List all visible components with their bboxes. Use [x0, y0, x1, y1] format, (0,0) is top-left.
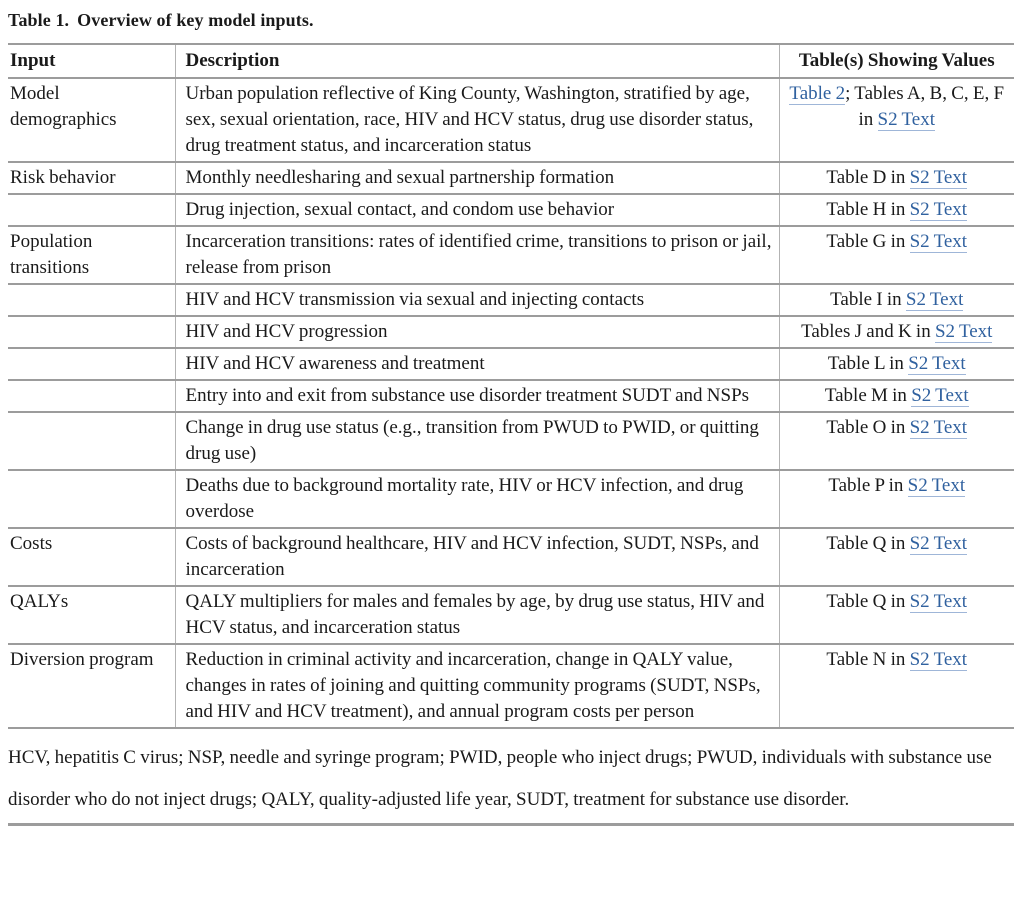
- tables-cell: [779, 412, 1014, 470]
- description-cell: HIV and HCV progression: [175, 316, 779, 348]
- table-row: [8, 380, 1014, 412]
- description-cell: Deaths due to background mortality rate, HIV or HCV infection, and drug overdose: [175, 470, 779, 528]
- tables-cell: [779, 528, 1014, 586]
- input-cell: QALYs: [8, 586, 175, 644]
- tables-cell: [779, 194, 1014, 226]
- table-row: [8, 528, 1014, 586]
- table-row: [8, 470, 1014, 528]
- tables-cell: [779, 644, 1014, 728]
- tables-cell: [779, 586, 1014, 644]
- tables-cell: [779, 348, 1014, 380]
- table-row: [8, 284, 1014, 316]
- table-row: [8, 78, 1014, 162]
- description-cell: Reduction in criminal activity and incarceration, change in QALY value, changes in rates of joining and quitting community programs (SUDT, NSPs, and HIV and HCV treatment), and annual program costs per person: [175, 644, 779, 728]
- description-cell: Entry into and exit from substance use disorder treatment SUDT and NSPs: [175, 380, 779, 412]
- description-cell: Drug injection, sexual contact, and condom use behavior: [175, 194, 779, 226]
- table-caption: Overview of key model inputs.: [77, 10, 314, 30]
- s2-text-link[interactable]: S2 Text: [909, 167, 968, 188]
- input-cell: Costs: [8, 528, 175, 586]
- s2-text-link[interactable]: S2 Text: [934, 321, 993, 342]
- bottom-rule: [8, 823, 1014, 826]
- tables-cell: [779, 316, 1014, 348]
- input-cell: [8, 348, 175, 380]
- tables-cell-text: Table N in: [826, 649, 910, 670]
- header-row: [8, 44, 1014, 78]
- tables-cell: [779, 380, 1014, 412]
- s2-text-link[interactable]: S2 Text: [909, 533, 968, 554]
- table-row: [8, 162, 1014, 194]
- tables-cell-text: Table H in: [826, 199, 910, 220]
- description-cell: Urban population reflective of King County, Washington, stratified by age, sex, sexual orientation, race, HIV and HCV status, drug use disorder status, drug treatment status, and incarceration status: [175, 78, 779, 162]
- tables-cell: [779, 162, 1014, 194]
- col-header-description: Description: [175, 44, 779, 78]
- s2-text-link[interactable]: S2 Text: [907, 475, 966, 496]
- table-number: Table 1.: [8, 10, 70, 30]
- table-row: [8, 348, 1014, 380]
- col-header-tables: Table(s) Showing Values: [779, 44, 1014, 78]
- input-cell: Diversion program: [8, 644, 175, 728]
- tables-cell: [779, 284, 1014, 316]
- input-cell: [8, 380, 175, 412]
- input-cell: Population transitions: [8, 226, 175, 284]
- table-row: [8, 644, 1014, 728]
- description-cell: Incarceration transitions: rates of identified crime, transitions to prison or jail, release from prison: [175, 226, 779, 284]
- tables-cell: [779, 78, 1014, 162]
- tables-cell-text: Table G in: [826, 231, 910, 252]
- tables-cell-text: Table D in: [826, 167, 910, 188]
- description-cell: HIV and HCV transmission via sexual and injecting contacts: [175, 284, 779, 316]
- s2-text-link[interactable]: S2 Text: [909, 649, 968, 670]
- input-cell: [8, 470, 175, 528]
- tables-cell-text: Tables J and K in: [801, 321, 935, 342]
- tables-cell-text: Table Q in: [826, 533, 910, 554]
- s2-text-link[interactable]: S2 Text: [908, 353, 966, 374]
- tables-cell-text: Table P in: [828, 475, 908, 496]
- tables-cell-text: Table M in: [824, 385, 912, 406]
- tables-cell-text: Table O in: [826, 417, 910, 438]
- description-cell: Change in drug use status (e.g., transition from PWUD to PWID, or quitting drug use): [175, 412, 779, 470]
- input-cell: [8, 194, 175, 226]
- tables-cell-text: Table I in: [830, 289, 906, 310]
- input-cell: Model demographics: [8, 78, 175, 162]
- table-2-link[interactable]: Table 2: [789, 83, 846, 104]
- model-inputs-table: [8, 43, 1014, 729]
- s2-text-link[interactable]: S2 Text: [909, 199, 968, 220]
- s2-text-link[interactable]: S2 Text: [911, 385, 969, 406]
- tables-cell-text: Table Q in: [826, 591, 910, 612]
- s2-text-link[interactable]: S2 Text: [905, 289, 964, 310]
- input-cell: [8, 412, 175, 470]
- table-row: [8, 586, 1014, 644]
- s2-text-link[interactable]: S2 Text: [909, 231, 968, 252]
- tables-cell: [779, 470, 1014, 528]
- description-cell: Monthly needlesharing and sexual partnership formation: [175, 162, 779, 194]
- tables-cell-text: ; Tables A, B, C, E, F in: [845, 83, 1005, 130]
- col-header-input: Input: [8, 44, 175, 78]
- input-cell: Risk behavior: [8, 162, 175, 194]
- description-cell: Costs of background healthcare, HIV and HCV infection, SUDT, NSPs, and incarceration: [175, 528, 779, 586]
- description-cell: QALY multipliers for males and females by age, by drug use status, HIV and HCV status, and incarceration status: [175, 586, 779, 644]
- table-row: [8, 412, 1014, 470]
- input-cell: [8, 284, 175, 316]
- tables-cell: [779, 226, 1014, 284]
- table-footnote: HCV, hepatitis C virus; NSP, needle and syringe program; PWID, people who inject drugs; PWUD, individuals with substance use disorder who do not inject drugs; QALY, quality-adjusted life year, SUDT, treatment for substance use disorder.: [8, 747, 992, 810]
- s2-text-link[interactable]: S2 Text: [877, 109, 935, 130]
- s2-text-link[interactable]: S2 Text: [909, 417, 968, 438]
- tables-cell-text: Table L in: [827, 353, 909, 374]
- table-row: [8, 226, 1014, 284]
- description-cell: HIV and HCV awareness and treatment: [175, 348, 779, 380]
- s2-text-link[interactable]: S2 Text: [909, 591, 968, 612]
- table-row: [8, 316, 1014, 348]
- input-cell: [8, 316, 175, 348]
- table-row: [8, 194, 1014, 226]
- table-title: [8, 10, 1014, 31]
